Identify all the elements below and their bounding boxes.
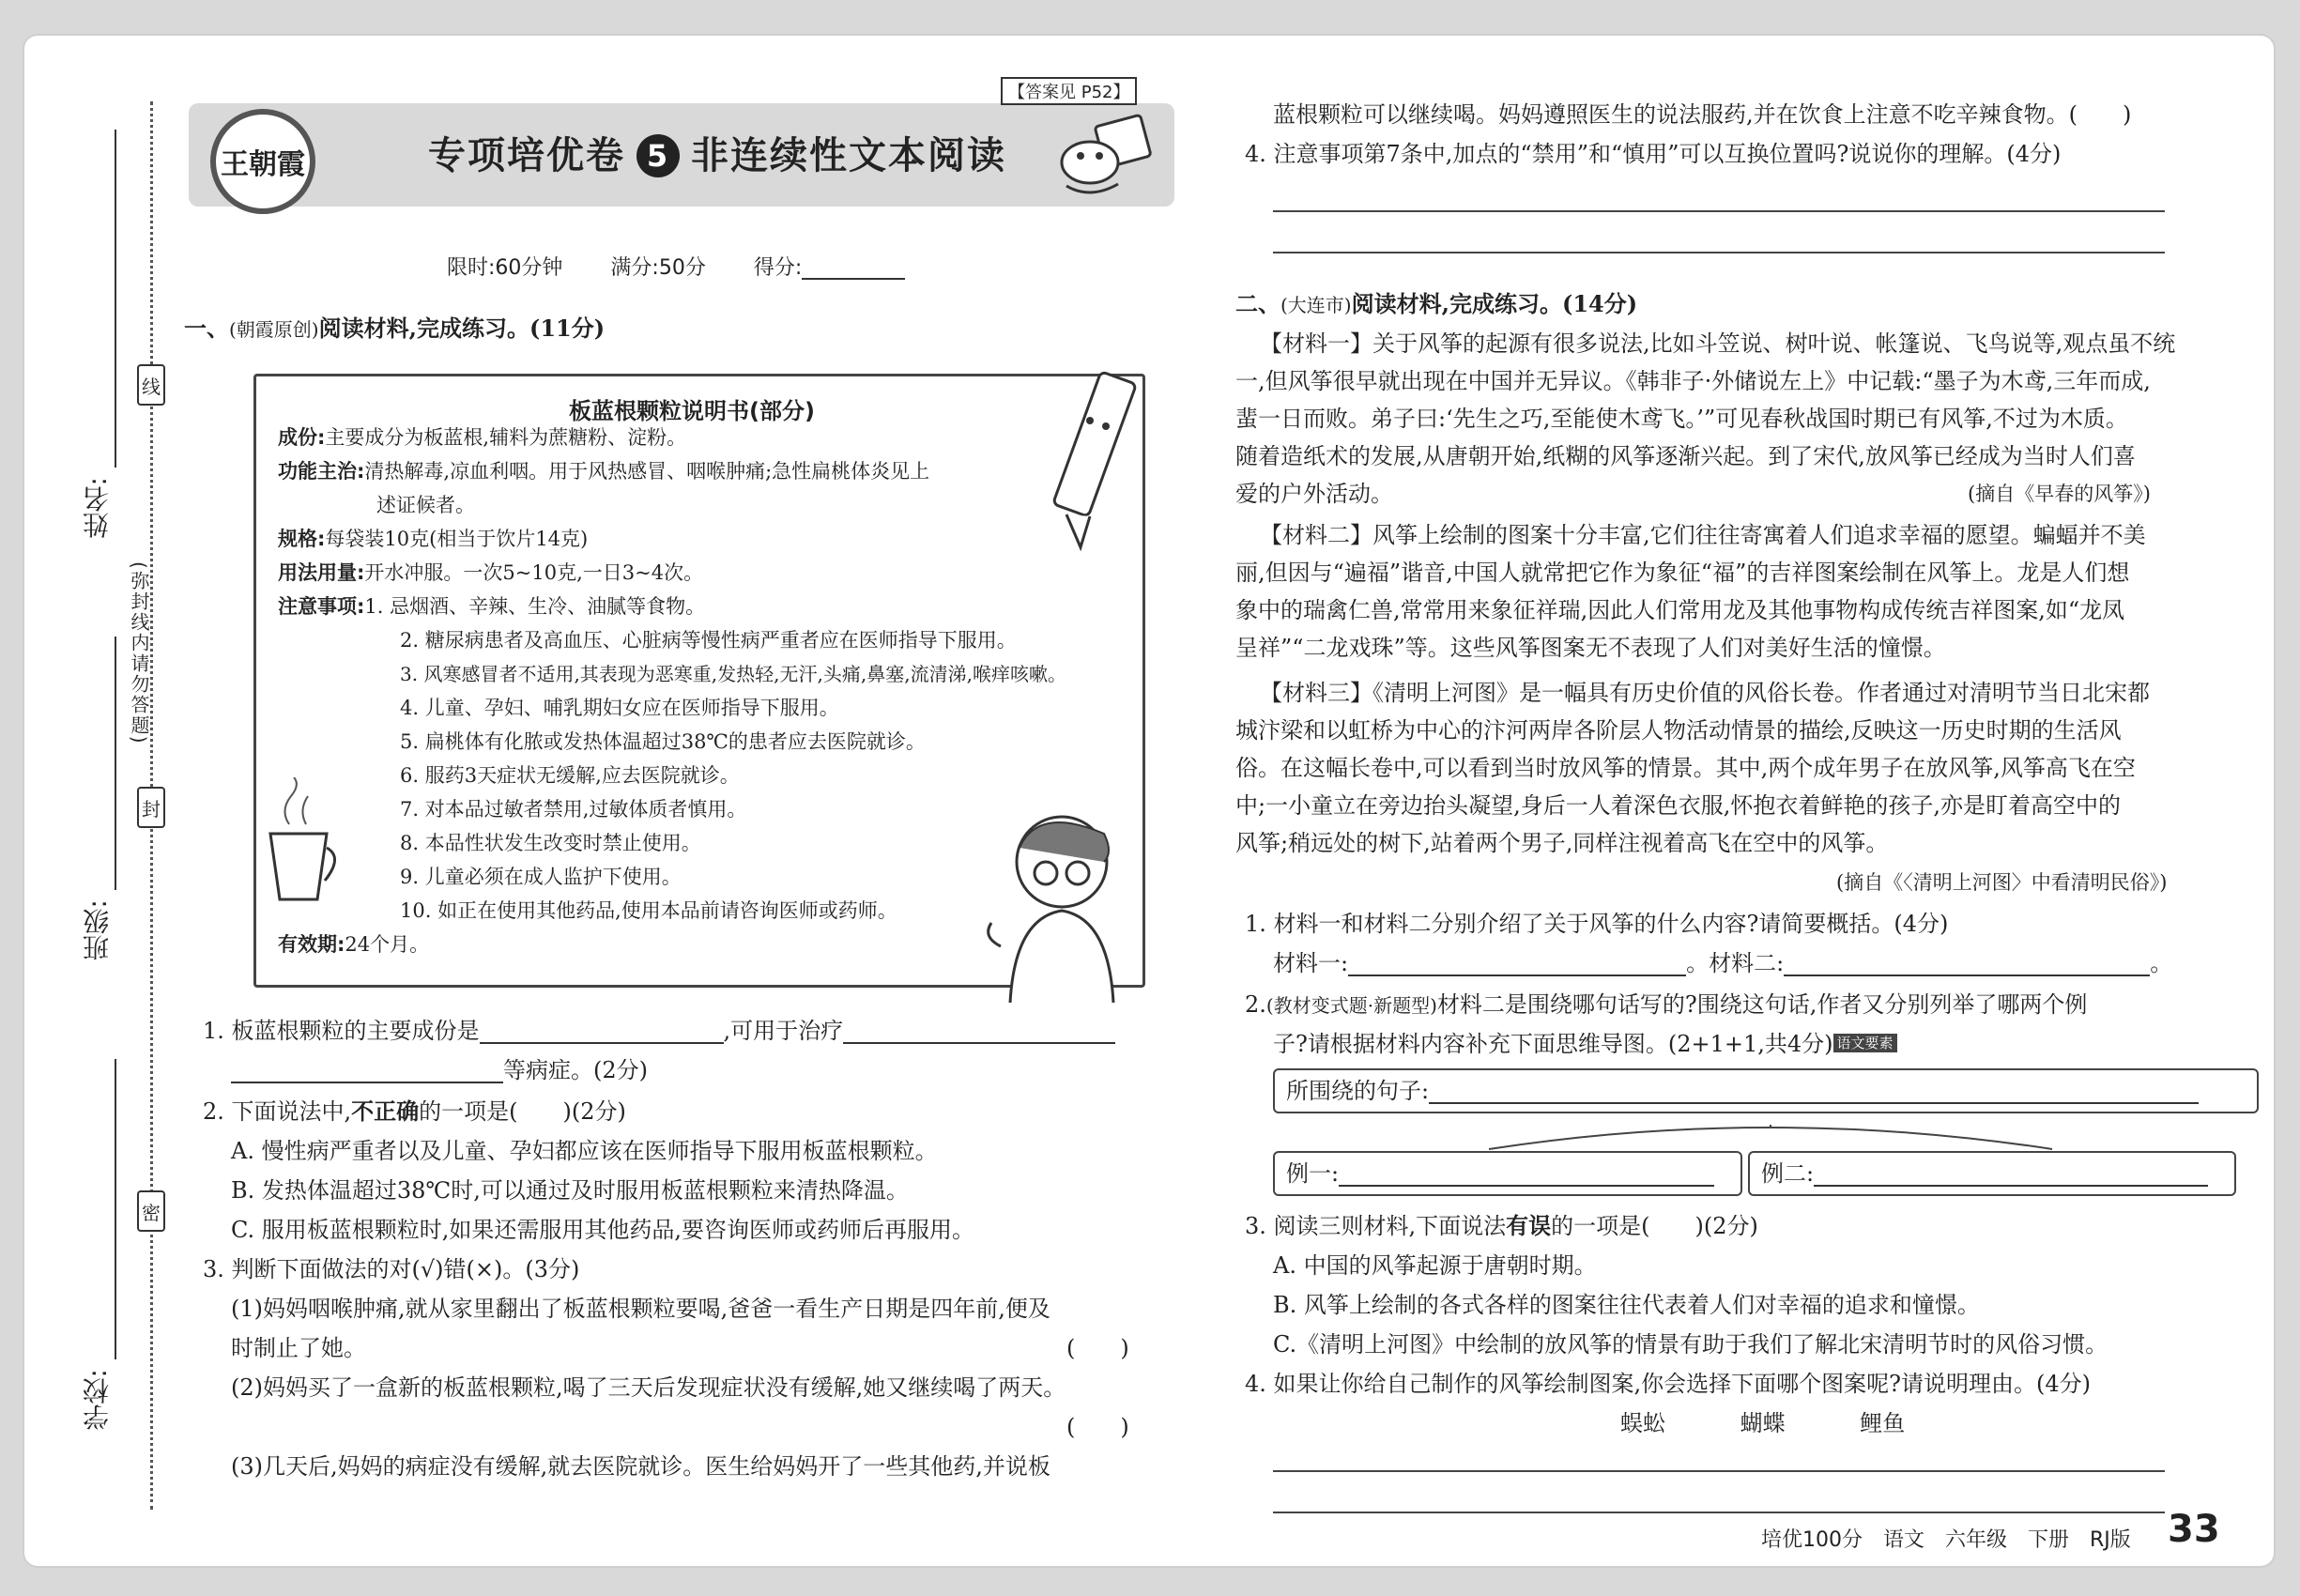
sec2-q2: 2.(教材变式题·新题型)材料二是围绕哪句话写的?围绕这句话,作者又分别列举了哪两个例 <box>1245 991 2088 1018</box>
leaflet-title: 板蓝根颗粒说明书(部分) <box>569 398 815 424</box>
q1-answer-disease-1[interactable] <box>843 1016 1115 1044</box>
exam-sheet <box>24 36 2274 1566</box>
sec1-q2-option-b[interactable]: B. 发热体温超过38℃时,可以通过及时服用板蓝根颗粒来清热降温。 <box>231 1177 909 1204</box>
school-label: 学校: <box>82 1369 113 1431</box>
leaflet-line-function: 功能主治:清热解毒,凉血利咽。用于风热感冒、咽喉肿痛;急性扁桃体炎见上 <box>278 460 930 483</box>
sec1-q2-option-c[interactable]: C. 服用板蓝根颗粒时,如果还需服用其他药品,要咨询医师或药师后再服用。 <box>231 1217 975 1243</box>
section-1-heading: 一、(朝霞原创)阅读材料,完成练习。(11分) <box>184 315 606 342</box>
choice-carp[interactable]: 鲤鱼 <box>1860 1410 1906 1436</box>
sec1-q4: 4. 注意事项第7条中,加点的“禁用”和“慎用”可以互换位置吗?说说你的理解。(4分) <box>1245 141 2062 167</box>
leaflet-note: 9. 儿童必须在成人监护下使用。 <box>400 866 682 888</box>
class-label: 班级: <box>82 899 113 961</box>
sec2-q3-option-c[interactable]: C.《清明上河图》中绘制的放风筝的情景有助于我们了解北宋清明节时的风俗习惯。 <box>1273 1331 2108 1358</box>
sec1-q2-option-a[interactable]: A. 慢性病严重者以及儿童、孕妇都应该在医师指导下服用板蓝根颗粒。 <box>231 1138 938 1164</box>
leaflet-content <box>278 421 1066 961</box>
leaflet-note: 3. 风寒感冒者不适用,其表现为恶寒重,发热轻,无汗,头痛,鼻塞,流清涕,喉痒咳嗽。 <box>400 663 1066 685</box>
sec2-q3: 3. 阅读三则材料,下面说法有误的一项是( )(2分) <box>1245 1213 1758 1239</box>
answer-reference: 【答案见 P52】 <box>1001 77 1137 105</box>
name-label: 姓名: <box>82 477 113 539</box>
choice-butterfly[interactable]: 蝴蝶 <box>1740 1410 1786 1436</box>
sec1-q3-item-3: (3)几天后,妈妈的病症没有缓解,就去医院就诊。医生给妈妈开了一些其他药,并说板 <box>231 1453 1050 1480</box>
leaflet-line-function-cont: 述证候者。 <box>376 494 475 516</box>
page-number: 33 <box>2168 1508 2220 1551</box>
sec1-q1-cont: 等病症。(2分) <box>231 1051 648 1089</box>
title-number-badge: 5 <box>636 134 680 177</box>
time-limit: 限时:60分钟 <box>447 256 563 280</box>
sec2-q1-material1-field[interactable] <box>1348 948 1686 976</box>
material-3-source: (摘自《〈清明上河图〉中看清明民俗》) <box>1836 871 2168 894</box>
seal-line-mark: 线 <box>137 364 165 406</box>
language-element-badge: 语文要素 <box>1833 1034 1897 1052</box>
sec1-q3: 3. 判断下面做法的对(√)错(×)。(3分) <box>203 1256 580 1282</box>
leaflet-note: 2. 糖尿病患者及高血压、心脏病等慢性病严重者应在医师指导下服用。 <box>400 629 1017 652</box>
material-1: 【材料一】关于风筝的起源有很多说法,比如斗笠说、树叶说、帐篷说、飞鸟说等,观点虽不统 一,但风筝很早就出现在中国并无异议。《韩非子·外储说左上》中记载:“墨子为木鸢,三年而成, 蜚一日而败。弟子曰:‘先生之巧,至能使木鸢飞。’”可见春秋战国时期已有风筝,不过为木质。 随着造纸术的发展,从唐朝开始,纸糊的风筝逐渐兴起。到了宋代,放风筝已经成为当时人们喜 爱的户外活动。 <box>1235 330 2176 507</box>
sec2-q4-answer-line-2[interactable] <box>1273 1512 2165 1513</box>
material-3: 【材料三】《清明上河图》是一幅具有历史价值的风俗长卷。作者通过对清明节当日北宋都 城汴梁和以虹桥为中心的汴河两岸各阶层人物活动情景的描绘,反映这一历史时期的生活风 俗。在这幅长卷中,可以看到当时放风筝的情景。其中,两个成年男子在放风筝,风筝高飞在空 中;一小童立在旁边抬头凝望,身后一人着深色衣服,怀抱衣着鲜艳的孩子,亦是盯着高空中的 风筝;稍远处的树下,站着两个男子,同样注视着高飞在空中的风筝。 <box>1235 680 2150 856</box>
sec1-q3-answer-1[interactable]: ( ) <box>1066 1335 1129 1361</box>
sec2-q4: 4. 如果让你给自己制作的风筝绘制图案,你会选择下面哪个图案呢?请说明理由。(4分) <box>1245 1371 2092 1397</box>
sec2-q2-cont: 子?请根据材料内容补充下面思维导图。(2+1+1,共4分) 语文要素 <box>1273 1025 1897 1063</box>
leaflet-line-ingredients: 成份:主要成分为板蓝根,辅料为蔗糖粉、淀粉。 <box>278 426 687 449</box>
sec1-q3-item-3-cont: 蓝根颗粒可以继续喝。妈妈遵照医生的说法服药,并在饮食上注意不吃辛辣食物。( ) <box>1273 101 2132 128</box>
mindmap-example-1-box[interactable]: 例一: <box>1273 1151 1742 1196</box>
sec1-q3-item-2: (2)妈妈买了一盒新的板蓝根颗粒,喝了三天后发现症状没有缓解,她又继续喝了两天。 <box>231 1374 1066 1401</box>
q1-answer-disease-2[interactable] <box>231 1055 503 1083</box>
material-2: 【材料二】风筝上绘制的图案十分丰富,它们往往寄寓着人们追求幸福的愿望。蝙蝠并不美 丽,但因与“遍福”谐音,中国人就常把它作为象征“福”的吉祥图案绘制在风筝上。龙是人们想 象中的瑞禽仁兽,常常用来象征祥瑞,因此人们常用龙及其他事物构成传统吉祥图案,如“龙凤 呈祥”“二龙戏珠”等。这些风筝图案无不表现了人们对美好生活的憧憬。 <box>1235 522 2146 661</box>
sec2-q1: 1. 材料一和材料二分别介绍了关于风筝的什么内容?请简要概括。(4分) <box>1245 911 1949 937</box>
q4-answer-line-1[interactable] <box>1273 210 2165 212</box>
class-field[interactable] <box>115 637 116 890</box>
footer-book-info: 培优100分 语文 六年级 下册 RJ版 <box>1761 1528 2131 1552</box>
section-2-heading: 二、(大连市)阅读材料,完成练习。(14分) <box>1235 290 1638 317</box>
leaflet-line-spec: 规格:每袋装10克(相当于饮片14克) <box>278 528 589 550</box>
leaflet-line-usage: 用法用量:开水冲服。一次5~10克,一日3~4次。 <box>278 561 704 584</box>
leaflet-line-validity: 有效期:24个月。 <box>278 933 430 956</box>
full-score: 满分:50分 <box>610 256 706 280</box>
sec2-q3-option-b[interactable]: B. 风筝上绘制的各式各样的图案往往代表着人们对幸福的追求和憧憬。 <box>1273 1292 1980 1318</box>
choice-centipede[interactable]: 蜈蚣 <box>1620 1410 1665 1436</box>
q4-answer-line-2[interactable] <box>1273 252 2165 253</box>
seal-feng-mark: 封 <box>137 787 165 828</box>
material-1-source: (摘自《早春的风筝》) <box>1968 483 2151 505</box>
sec1-q2: 2. 下面说法中,不正确的一项是( )(2分) <box>203 1098 626 1125</box>
sec1-q3-item-1-cont: 时制止了她。 <box>231 1335 366 1361</box>
mindmap-example-2-box[interactable]: 例二: <box>1748 1151 2236 1196</box>
mindmap-connector-icon <box>1470 1115 2071 1153</box>
sec2-q4-choices <box>1620 1404 1905 1442</box>
sec1-q3-item-1: (1)妈妈咽喉肿痛,就从家里翻出了板蓝根颗粒要喝,爸爸一看生产日期是四年前,便及 <box>231 1296 1050 1322</box>
leaflet-note: 7. 对本品过敏者禁用,过敏体质者慎用。 <box>400 798 747 821</box>
sec1-q3-answer-2[interactable]: ( ) <box>1066 1414 1129 1440</box>
seal-notice: (弥封线内请勿答题) <box>128 561 150 745</box>
leaflet-note: 6. 服药3天症状无缓解,应去医院就诊。 <box>400 764 740 787</box>
name-field[interactable] <box>115 130 116 468</box>
score-label: 得分: <box>753 256 803 280</box>
mindmap-center-box[interactable]: 所围绕的句子: <box>1273 1068 2259 1113</box>
school-field[interactable] <box>115 1059 116 1359</box>
score-field[interactable] <box>802 252 905 280</box>
leaflet-note: 5. 扁桃体有化脓或发热体温超过38℃的患者应去医院就诊。 <box>400 730 926 753</box>
header-mascot-icon <box>1048 101 1170 205</box>
sec1-q1: 1. 板蓝根颗粒的主要成份是 ,可用于治疗 <box>203 1012 1115 1050</box>
leaflet-note: 4. 儿童、孕妇、哺乳期妇女应在医师指导下服用。 <box>400 697 839 719</box>
leaflet-note: 8. 本品性状发生改变时禁止使用。 <box>400 832 701 854</box>
exam-meta <box>447 250 905 287</box>
sec2-q1-answers: 材料一: 。材料二: 。 <box>1273 950 2173 976</box>
seal-mi-mark: 密 <box>137 1190 165 1232</box>
page-title: 专项培优卷 5 非连续性文本阅读 <box>428 134 1006 177</box>
sec2-q1-material2-field[interactable] <box>1784 948 2150 976</box>
q1-answer-ingredient[interactable] <box>480 1016 724 1044</box>
publisher-logo: 王朝霞 <box>210 109 315 214</box>
leaflet-note: 10. 如正在使用其他药品,使用本品前请咨询医师或药师。 <box>400 899 897 922</box>
leaflet-line-notes: 注意事项:1. 忌烟酒、辛辣、生冷、油腻等食物。 <box>278 595 706 618</box>
sec2-q3-option-a[interactable]: A. 中国的风筝起源于唐朝时期。 <box>1273 1252 1597 1279</box>
sec2-q4-answer-line-1[interactable] <box>1273 1470 2165 1472</box>
